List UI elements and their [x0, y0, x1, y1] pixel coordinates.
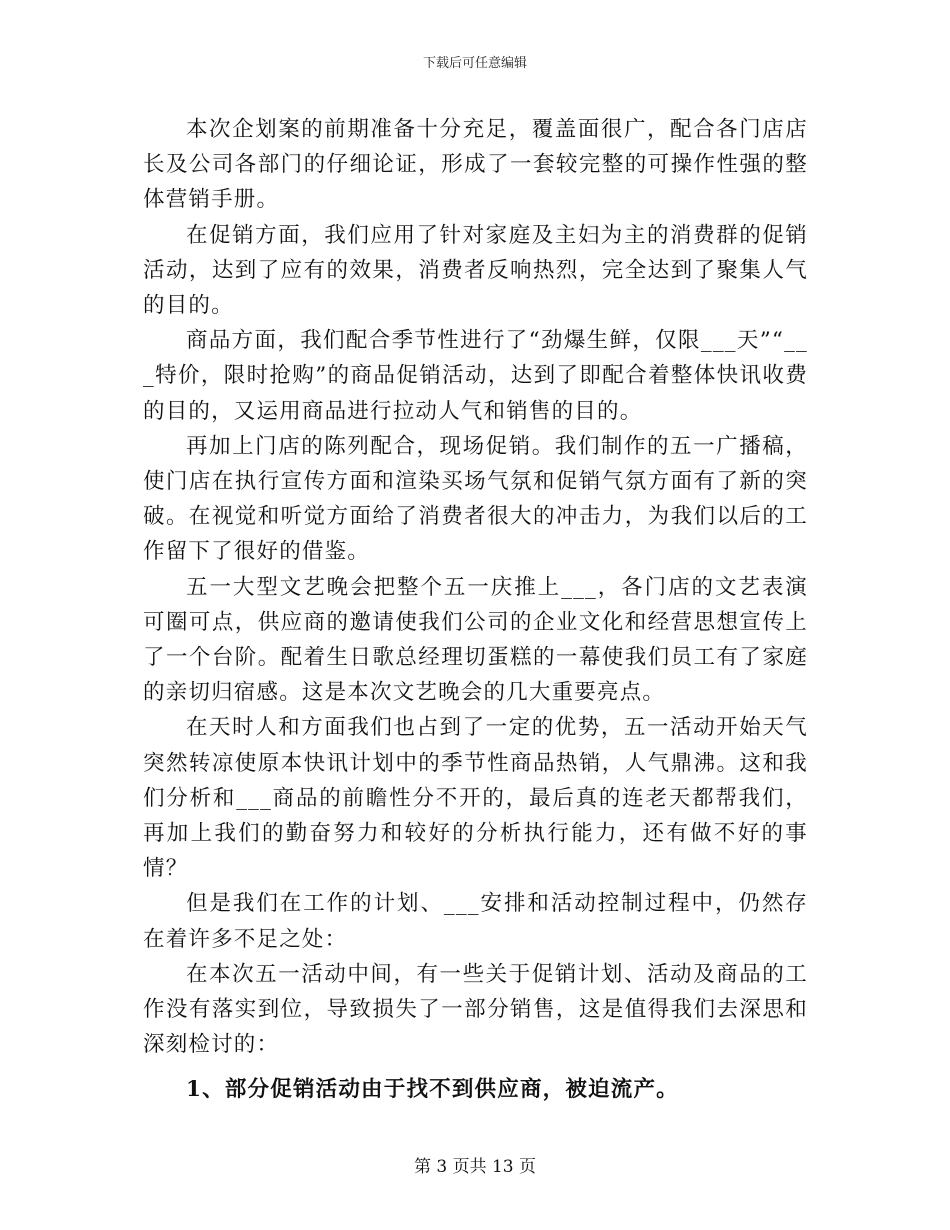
page-header: 下载后可任意编辑 — [422, 56, 527, 71]
paragraph: 五一大型文艺晚会把整个五一庆推上___，各门店的文艺表演可圈可点，供应商的邀请使我们公司的企业文化和经营思想宣传上了一个台阶。配着生日歌总经理切蛋糕的一幕使我们员工有了家庭的亲切归宿感。这是本次文艺晚会的几大重要亮点。 — [143, 574, 808, 706]
paragraph: 但是我们在工作的计划、___安排和活动控制过程中，仍然存在着许多不足之处： — [143, 891, 808, 952]
paragraph: 再加上门店的陈列配合，现场促销。我们制作的五一广播稿，使门店在执行宣传方面和渲染买场气氛和促销气氛方面有了新的突破。在视觉和听觉方面给了消费者很大的冲击力，为我们以后的工作留下了很好的借鉴。 — [143, 433, 808, 565]
bold-list-item: 1、部分促销活动由于找不到供应商，被迫流产。 — [186, 1077, 679, 1103]
paragraph: 在天时人和方面我们也占到了一定的优势，五一活动开始天气突然转凉使原本快讯计划中的季节性商品热销，人气鼎沸。这和我们分析和___商品的前瞻性分不开的，最后真的连老天都帮我们，再加上我们的勤奋努力和较好的分析执行能力，还有做不好的事情？ — [143, 715, 808, 882]
paragraph: 商品方面，我们配合季节性进行了“劲爆生鲜，仅限___天”“___特价，限时抢购”的商品促销活动，达到了即配合着整体快讯收费的目的，又运用商品进行拉动人气和销售的目的。 — [143, 328, 808, 424]
page-number-footer: 第 3 页共 13 页 — [413, 1157, 537, 1177]
paragraph: 本次企划案的前期准备十分充足，覆盖面很广，配合各门店店长及公司各部门的仔细论证，形成了一套较完整的可操作性强的整体营销手册。 — [143, 117, 808, 213]
paragraph: 在促销方面，我们应用了针对家庭及主妇为主的消费群的促销活动，达到了应有的效果，消费者反响热烈，完全达到了聚集人气的目的。 — [143, 222, 808, 319]
paragraph: 在本次五一活动中间，有一些关于促销计划、活动及商品的工作没有落实到位，导致损失了一部分销售，这是值得我们去深思和深刻检讨的： — [143, 961, 808, 1058]
document-body — [143, 112, 808, 1108]
